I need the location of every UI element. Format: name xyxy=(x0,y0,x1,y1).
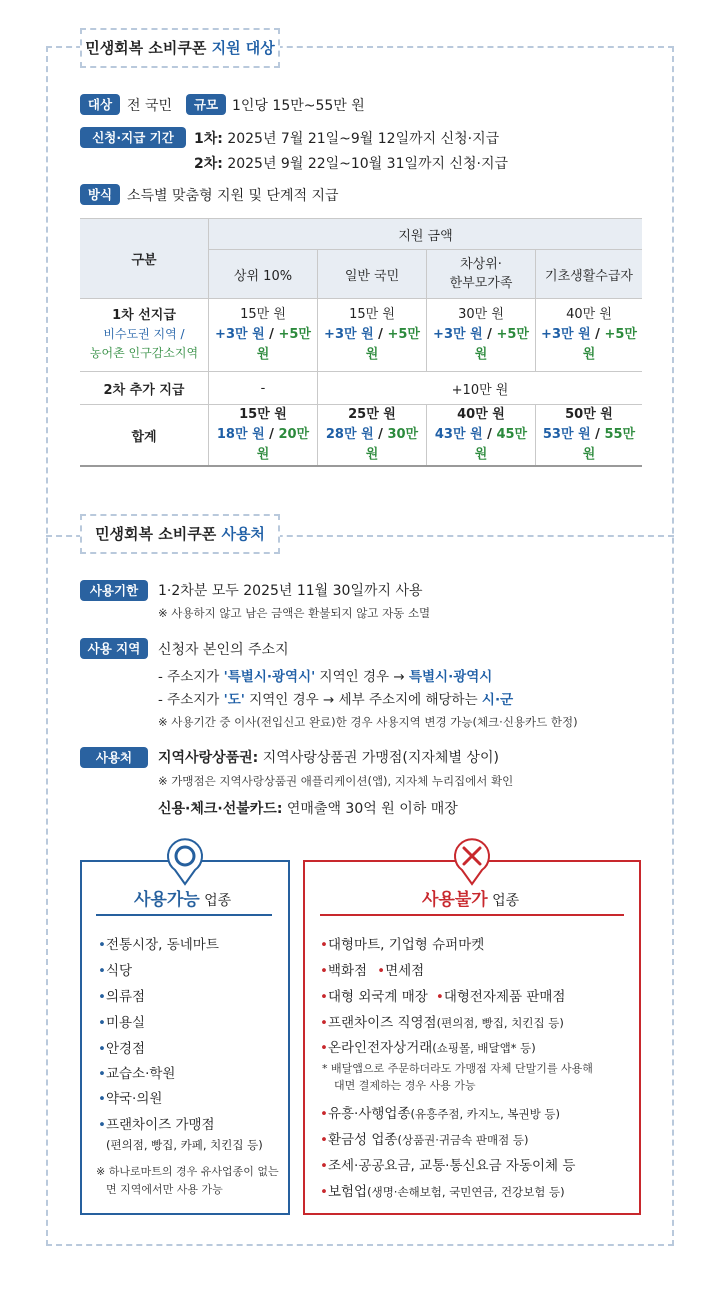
row3-cell-1: 25만 원 28만 원 / 30만 원 xyxy=(318,405,427,467)
list-item: •미용실 xyxy=(98,1015,146,1031)
row2-rest: +10만 원 xyxy=(318,372,643,405)
usage-area-value: 신청자 본인의 주소지 xyxy=(158,642,289,658)
period-badge: 신청·지급 기간 xyxy=(80,127,186,148)
usage-period-value: 1·2차분 모두 2025년 11월 30일까지 사용 xyxy=(158,583,423,599)
list-item: •백화점 •면세점 xyxy=(320,963,425,979)
list-item: •대형마트, 기업형 슈퍼마켓 xyxy=(320,937,485,953)
table-col-label: 구분 xyxy=(80,219,209,299)
usage-period-note: ※ 사용하지 않고 남은 금액은 환불되지 않고 자동 소멸 xyxy=(158,606,431,620)
list-item: •대형 외국계 매장 •대형전자제품 판매점 xyxy=(320,989,566,1005)
allowed-note: ※ 하나로마트의 경우 유사업종이 없는 면 지역에서만 사용 가능 xyxy=(96,1165,279,1196)
period-first: 1차: 2025년 7월 21일~9월 12일까지 신청·지급 xyxy=(194,131,500,147)
row3-cell-3: 50만 원 53만 원 / 55만 원 xyxy=(536,405,643,467)
usage-place-local: 지역사랑상품권: 지역사랑상품권 가맹점(지자체별 상이) xyxy=(158,750,499,766)
row1-cell-0: 15만 원 +3만 원 / +5만 원 xyxy=(209,299,318,372)
allowed-title: 사용가능 업종 xyxy=(134,890,232,910)
delivery-app-note: * 배달앱으로 주문하더라도 가맹점 자체 단말기를 사용해 대면 결제하는 경우 사용 가능 xyxy=(322,1062,593,1092)
period-second: 2차: 2025년 9월 22일~10월 31일까지 신청·지급 xyxy=(194,156,509,172)
table-group-header: 지원 금액 xyxy=(209,219,643,250)
usage-area-badge: 사용 지역 xyxy=(80,638,148,659)
row2-first: - xyxy=(209,372,318,405)
list-item: •교습소·학원 xyxy=(98,1066,176,1082)
row3-cell-2: 40만 원 43만 원 / 45만 원 xyxy=(427,405,536,467)
table-col-top10: 상위 10% xyxy=(209,250,318,299)
row2-label: 2차 추가 지급 xyxy=(80,372,209,405)
section1-title: 민생회복 소비쿠폰 지원 대상 xyxy=(80,28,280,68)
allowed-divider xyxy=(96,914,272,916)
row1-cell-1: 15만 원 +3만 원 / +5만 원 xyxy=(318,299,427,372)
row3-cell-0: 15만 원 18만 원 / 20만 원 xyxy=(209,405,318,467)
list-item: •식당 xyxy=(98,963,133,979)
forbidden-divider xyxy=(320,914,624,916)
method-value: 소득별 맞춤형 지원 및 단계적 지급 xyxy=(127,188,339,204)
section2-title: 민생회복 소비쿠폰 사용처 xyxy=(80,514,280,554)
scale-value: 1인당 15만~55만 원 xyxy=(232,98,365,114)
circle-pin-icon xyxy=(163,836,207,886)
target-badge: 대상 xyxy=(80,94,120,115)
list-item: •전통시장, 동네마트 xyxy=(98,937,219,953)
list-item: •조세·공공요금, 교통·통신요금 자동이체 등 xyxy=(320,1158,576,1174)
row1-cell-2: 30만 원 +3만 원 / +5만 원 xyxy=(427,299,536,372)
row1-cell-3: 40만 원 +3만 원 / +5만 원 xyxy=(536,299,643,372)
x-pin-icon xyxy=(450,836,494,886)
table-col-near-poverty: 차상위· 한부모가족 xyxy=(427,250,536,299)
table-row xyxy=(80,299,642,372)
list-item: •안경점 xyxy=(98,1041,146,1057)
list-item: •보험업(생명·손해보험, 국민연금, 건강보험 등) xyxy=(320,1184,565,1200)
list-item: •약국·의원 xyxy=(98,1091,163,1107)
list-item: •프랜차이즈 직영점(편의점, 빵집, 치킨집 등) xyxy=(320,1015,564,1031)
list-item: •프랜차이즈 가맹점 xyxy=(98,1117,215,1133)
table-row xyxy=(80,405,642,467)
row1-label-cell: 1차 선지급 비수도권 지역 / 농어촌 인구감소지역 xyxy=(80,299,209,372)
method-badge: 방식 xyxy=(80,184,120,205)
support-table xyxy=(80,218,642,467)
usage-place-badge: 사용처 xyxy=(80,747,148,768)
franchise-sub: (편의점, 빵집, 카페, 치킨집 등) xyxy=(106,1138,263,1152)
forbidden-title: 사용불가 업종 xyxy=(422,890,520,910)
list-item: •온라인전자상거래(쇼핑몰, 배달앱* 등) xyxy=(320,1040,536,1056)
usage-area-line1: - 주소지가 '특별시·광역시' 지역인 경우 → 특별시·광역시 xyxy=(158,669,493,685)
list-item: •의류점 xyxy=(98,989,146,1005)
list-item: •환금성 업종(상품권·귀금속 판매점 등) xyxy=(320,1132,529,1148)
list-item: •유흥·사행업종(유흥주점, 카지노, 복권방 등) xyxy=(320,1106,560,1122)
table-header-row1 xyxy=(80,219,642,250)
usage-period-badge: 사용기한 xyxy=(80,580,148,601)
usage-place-local-note: ※ 가맹점은 지역사랑상품권 애플리케이션(앱), 지자체 누리집에서 확인 xyxy=(158,774,514,788)
table-col-general: 일반 국민 xyxy=(318,250,427,299)
table-row xyxy=(80,372,642,405)
usage-area-note: ※ 사용기간 중 이사(전입신고 완료)한 경우 사용지역 변경 가능(체크·신용카드 한정) xyxy=(158,715,578,729)
row3-label: 합계 xyxy=(80,405,209,467)
scale-badge: 규모 xyxy=(186,94,226,115)
target-value: 전 국민 xyxy=(127,98,173,114)
usage-area-line2: - 주소지가 '도' 지역인 경우 → 세부 주소지에 해당하는 시·군 xyxy=(158,692,514,708)
table-col-basic-living: 기초생활수급자 xyxy=(536,250,643,299)
usage-place-card: 신용·체크·선불카드: 연매출액 30억 원 이하 매장 xyxy=(158,801,458,817)
